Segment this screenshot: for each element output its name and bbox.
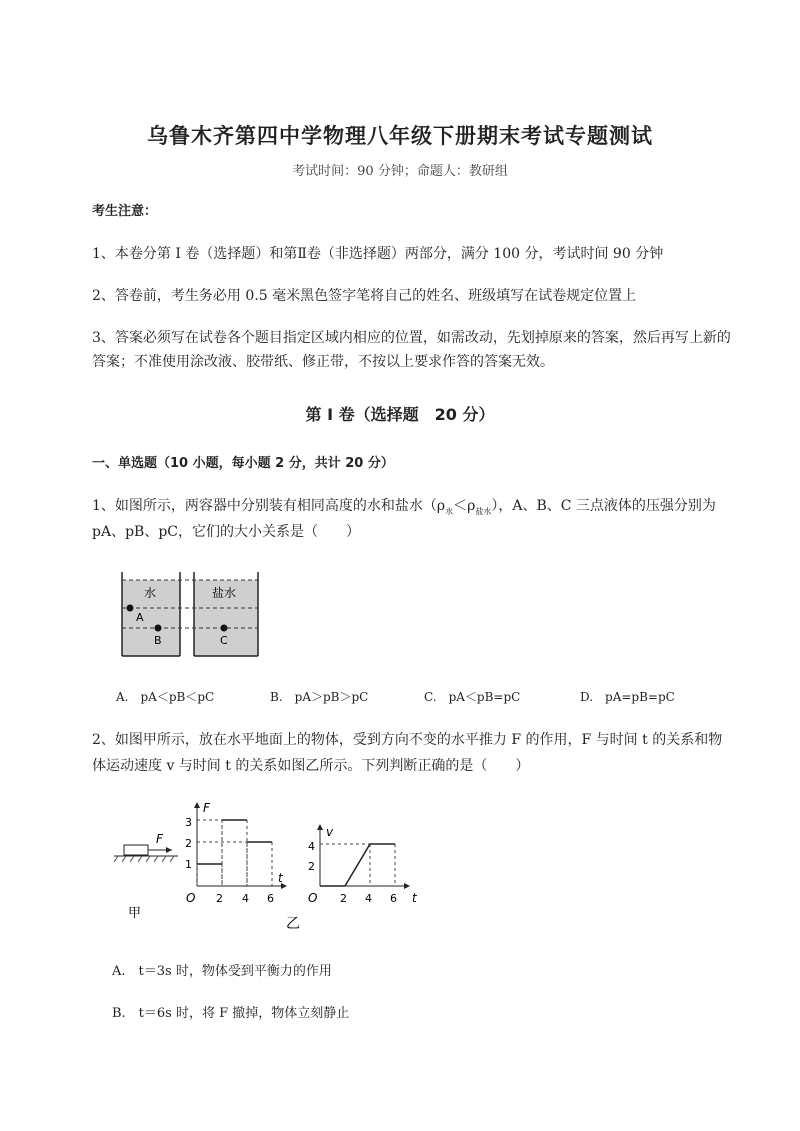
page-title: 乌鲁木齐第四中学物理八年级下册期末考试专题测试 [147,124,653,148]
q1-lt: ＜ρ [453,498,476,514]
ft-y-arrow [194,802,200,808]
point-c-label: C [220,634,228,647]
q1-option-a[interactable]: A. pA＜pB＜pC [116,690,215,704]
vt-tick-t6: 6 [390,892,397,905]
notice-heading: 考生注意： [92,204,158,219]
ft-guides [197,820,272,886]
section-title: 第 I 卷（选择题 20 分） [305,405,495,424]
force-label: F [156,832,163,846]
point-c-dot [221,625,228,632]
q1-option-b[interactable]: B. pA＞pB＞pC [270,690,369,704]
point-b-label: B [154,634,162,647]
q1-text-a: 1、如图所示，两容器中分别装有相同高度的水和盐水（ρ [92,498,446,514]
exam-info: 考试时间：90 分钟；命题人：教研组 [292,164,508,179]
ft-tick-1: 1 [185,858,192,871]
q2-figure-jia [112,825,182,925]
vt-y-arrow [317,824,323,830]
vt-x-arrow [404,883,410,889]
q1-option-d[interactable]: D. pA=pB=pC [580,690,675,704]
ft-x-label: t [278,871,283,885]
vt-y-label: v [326,825,334,839]
vt-tick-t4: 4 [365,892,372,905]
question-2-line2: 体运动速度 v 与时间 t 的关系如图乙所示。下列判断正确的是（ ） [92,758,530,774]
water-label: 水 [144,586,157,600]
part-heading: 一、单选题（10 小题，每小题 2 分，共计 20 分） [92,456,394,471]
ft-y-label: F [203,801,210,815]
q1-sub-water: 水 [445,506,454,516]
ground-hatch [114,856,174,862]
vt-series [320,844,395,886]
q2-option-a[interactable]: A. t＝3s 时，物体受到平衡力的作用 [112,964,332,979]
q1-sub-salt: 盐水 [475,506,492,516]
block [124,845,148,855]
vt-tick-2: 2 [308,860,315,873]
q2-figure-yi [180,796,420,936]
q2-option-b[interactable]: B. t＝6s 时，将 F 撤掉，物体立刻静止 [112,1006,350,1021]
jia-label: 甲 [128,906,142,921]
q1-container-figure [118,568,264,660]
ft-tick-t4: 4 [242,892,249,905]
q1-option-c[interactable]: C. pA＜pB=pC [424,690,521,704]
question-1-line2: pA、pB、pC，它们的大小关系是（ ） [92,524,360,540]
ft-origin: O [186,891,196,905]
yi-label: 乙 [286,916,300,932]
vt-x-label: t [412,891,417,905]
vt-origin: O [308,891,318,905]
notice-item-3: 3、答案必须写在试卷各个题目指定区域内相应的位置，如需改动，先划掉原来的答案，然后再写上新的答案；不准使用涂改液、胶带纸、修正带，不按以上要求作答的答案无效。 [92,330,731,370]
force-arrowhead [166,847,172,853]
vt-segment-1 [345,844,370,886]
vt-tick-t2: 2 [340,892,347,905]
point-a-label: A [136,611,144,624]
notice-item-2: 2、答卷前，考生务必用 0.5 毫米黑色签字笔将自己的姓名、班级填写在试卷规定位置上 [92,288,637,304]
ft-tick-t2: 2 [216,892,223,905]
point-a-dot [127,605,134,612]
question-2-line1: 2、如图甲所示，放在水平地面上的物体，受到方向不变的水平推力 F 的作用，F 与时间 t 的关系和物 [92,732,723,748]
ft-tick-2: 2 [185,837,192,850]
ft-tick-3: 3 [185,816,192,829]
saltwater-label: 盐水 [212,586,237,600]
vt-tick-4: 4 [308,840,315,853]
q1-text-b: ），A、B、C 三点液体的压强分别为 [491,498,716,514]
ft-tick-t6: 6 [267,892,274,905]
notice-item-1: 1、本卷分第 I 卷（选择题）和第Ⅱ卷（非选择题）两部分，满分 100 分，考试时间 90 分钟 [92,246,664,262]
point-b-dot [155,625,162,632]
